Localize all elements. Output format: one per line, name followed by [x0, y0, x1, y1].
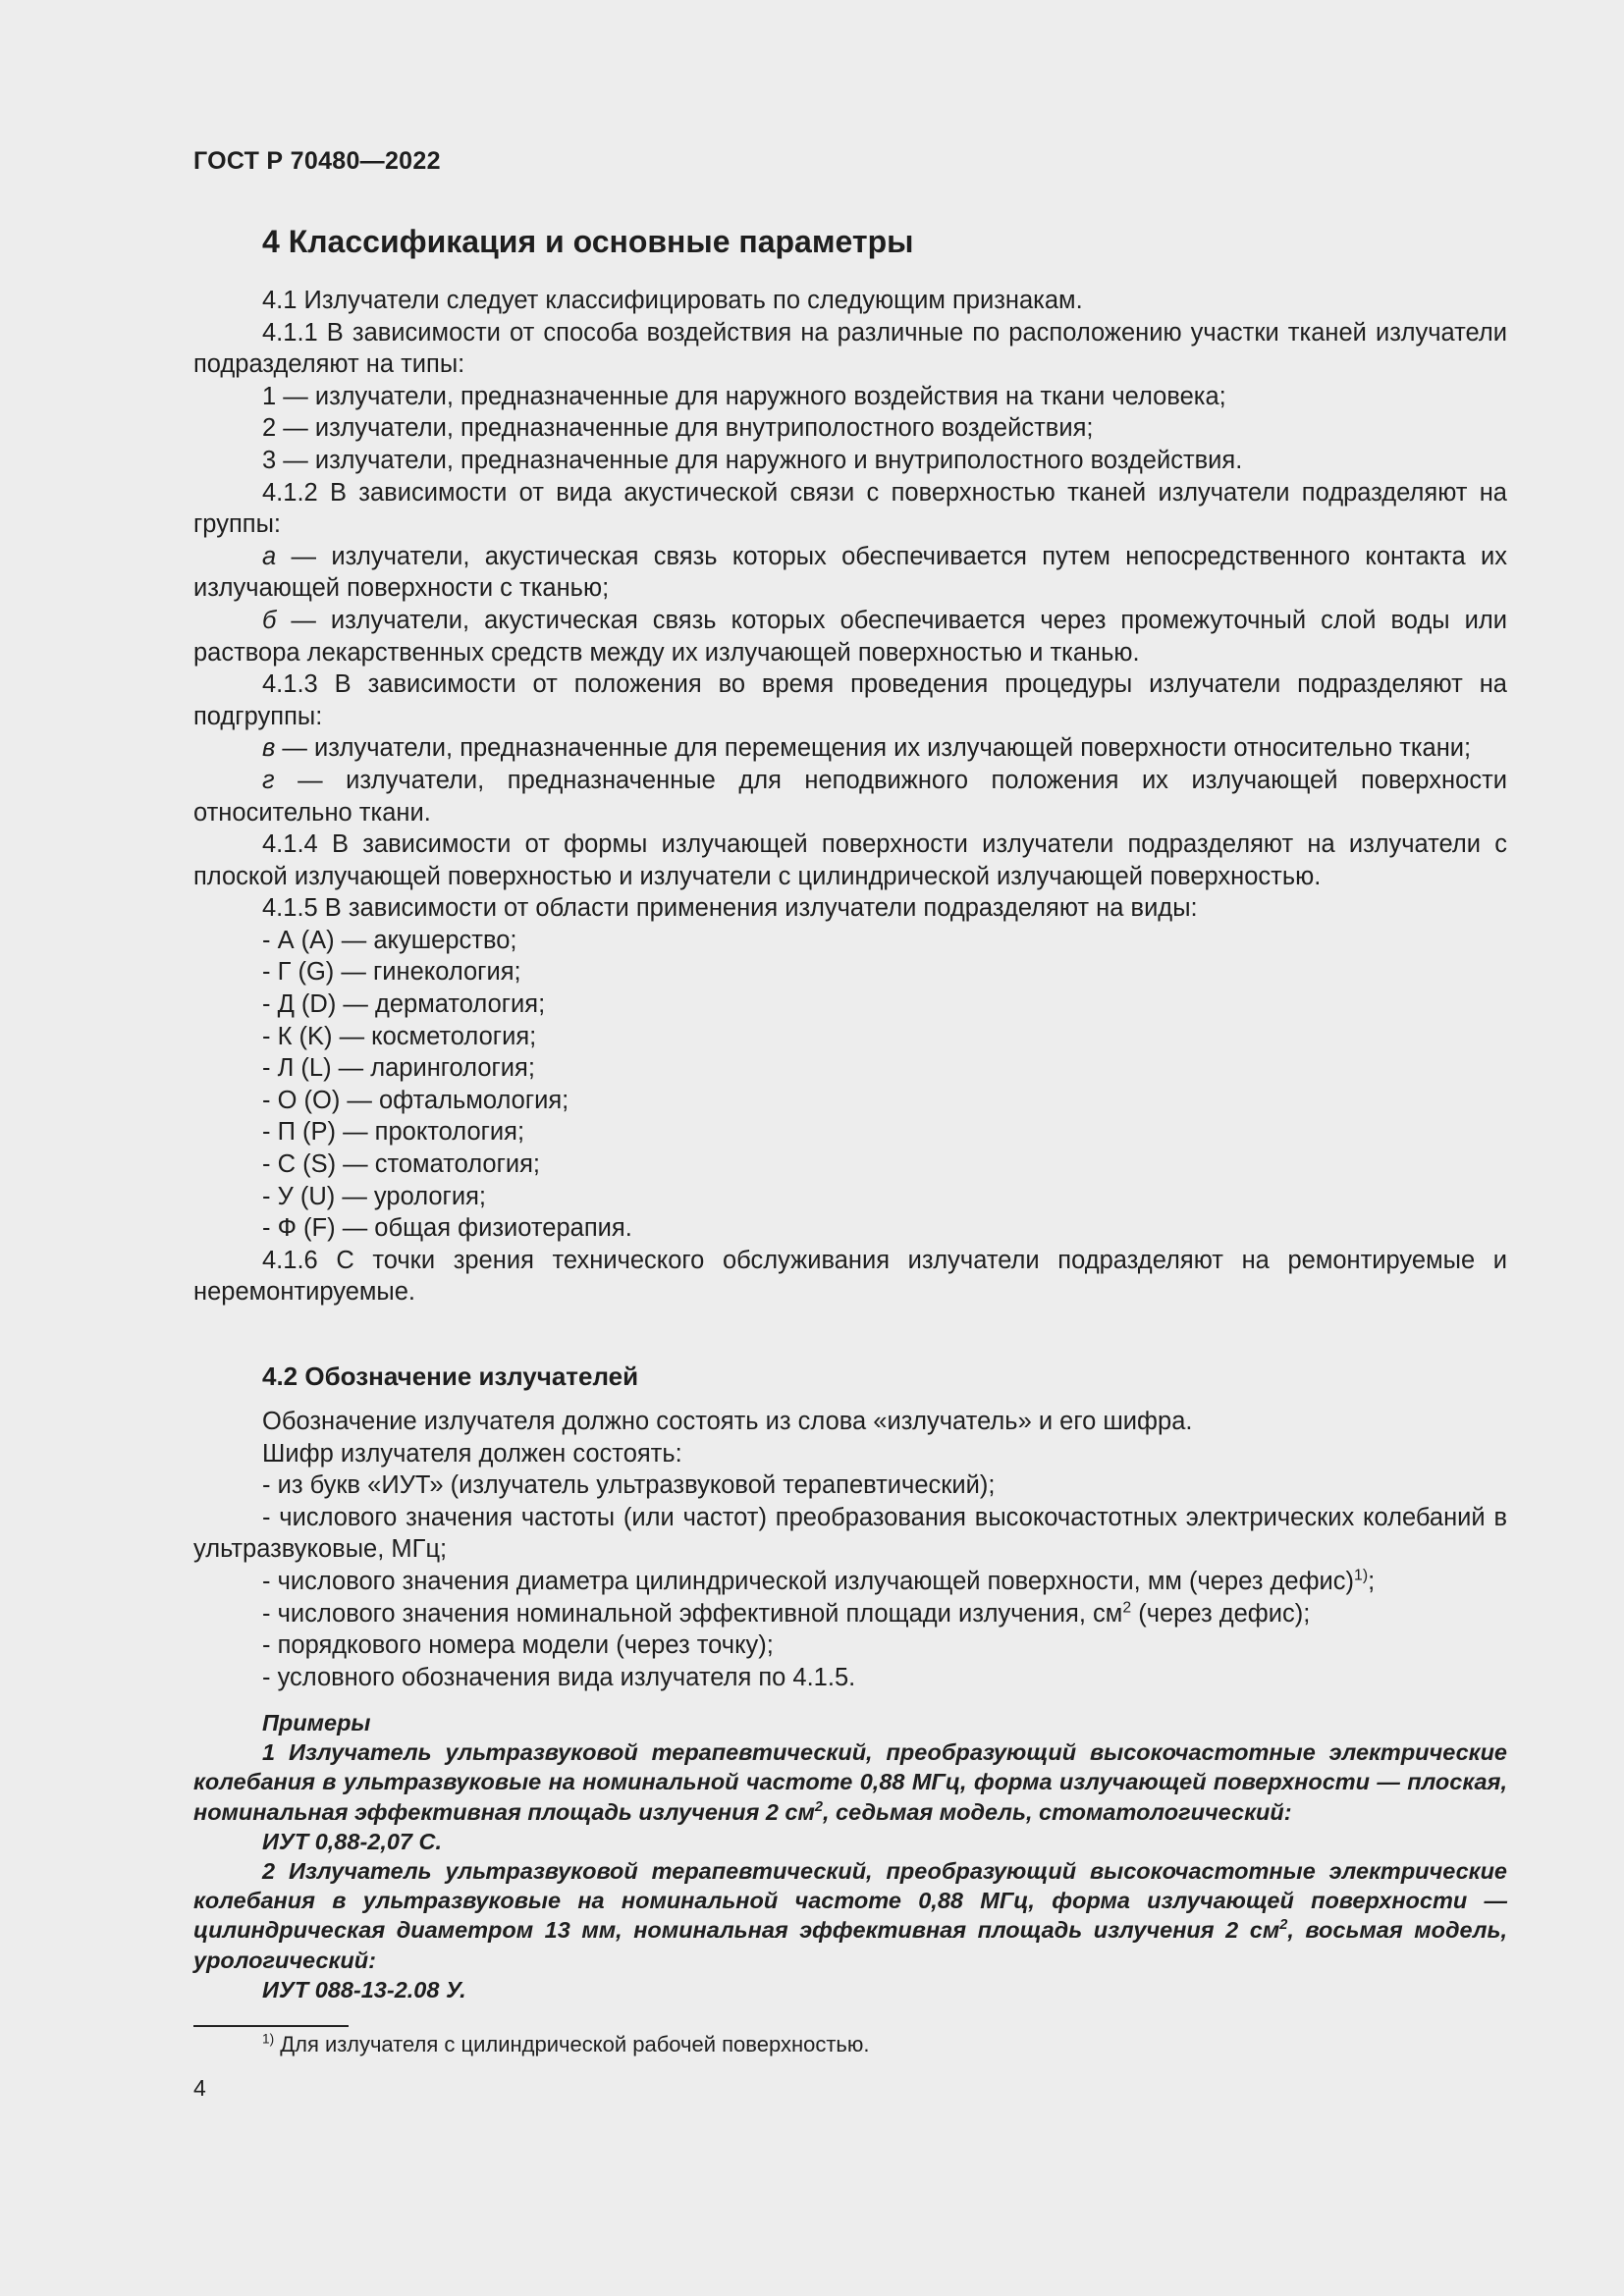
cipher-item-text: (через дефис); [1131, 1599, 1311, 1628]
cipher-item: - порядкового номера модели (через точку); [262, 1631, 774, 1660]
subgroup-item [193, 732, 1507, 765]
kind-item: - Г (G) — гинекология; [262, 958, 521, 987]
example-text: , восьмая модель, урологический: [193, 1917, 1507, 1973]
paragraph-4-1: 4.1 Излучатели следует классифицировать по следующим признакам. [262, 287, 1083, 314]
example-1-code: ИУТ 0,88-2,07 С. [262, 1828, 443, 1854]
subgroup-text: — излучатели, предназначенные для перемещения их излучающей поверхности относительно ткани; [275, 734, 1472, 763]
kind-item: - К (K) — косметология; [262, 1022, 537, 1050]
group-item [193, 605, 1507, 668]
kind-item: - О (O) — офтальмология; [262, 1086, 569, 1114]
page-number: 4 [193, 2075, 206, 2101]
group-text: — излучатели, акустическая связь которых обеспечивается через промежуточный слой воды или раствора лекарственных средств между их излучающей поверхностью и тканью. [193, 606, 1507, 667]
superscript: 2 [1122, 1599, 1132, 1617]
cipher-item-text: ; [1368, 1567, 1376, 1595]
example-2 [193, 1856, 1507, 1975]
subsection-body [193, 1406, 1507, 1693]
cipher-item: - из букв «ИУТ» (излучатель ультразвуковой терапевтический); [262, 1471, 996, 1500]
footnote [262, 2030, 870, 2059]
type-item: 3 — излучатели, предназначенные для наружного и внутриполостного воздействия. [262, 446, 1243, 474]
kind-item: - А (A) — акушерство; [262, 926, 517, 954]
section-title: 4 Классификация и основные параметры [262, 224, 914, 259]
example-text: 1 Излучатель ультразвуковой терапевтический, преобразующий высокочастотные электрические колебания в ультразвуковые на номинальной частоте 0,88 МГц, форма излучающей поверхности — плоская, номинальная эффективная площадь излучения 2 см [193, 1739, 1507, 1825]
subsection-title: 4.2 Обозначение излучателей [262, 1362, 639, 1391]
cipher-paragraph: Шифр излучателя должен состоять: [262, 1439, 682, 1468]
subgroup-text: — излучатели, предназначенные для неподвижного положения их излучающей поверхности относительно ткани. [193, 766, 1507, 827]
example-1 [193, 1737, 1507, 1827]
cipher-item: - числового значения частоты (или частот) преобразования высокочастотных электрических колебаний в ультразвуковые, МГц; [193, 1503, 1507, 1564]
paragraph-4-1-6: 4.1.6 С точки зрения технического обслуживания излучатели подразделяют на ремонтируемые и неремонтируемые. [193, 1246, 1507, 1307]
kind-item: - Д (D) — дерматология; [262, 990, 546, 1019]
examples-block [193, 1708, 1507, 2004]
kind-item: - Ф (F) — общая физиотерапия. [262, 1214, 632, 1243]
kind-item: - Л (L) — ларингология; [262, 1054, 535, 1083]
superscript: 2 [814, 1798, 823, 1815]
footnote-marker: 1) [262, 2031, 275, 2047]
type-item: 1 — излучатели, предназначенные для наружного воздействия на ткани человека; [262, 382, 1226, 410]
cipher-item-text: - числового значения номинальной эффективной площади излучения, см [262, 1599, 1123, 1628]
kind-item: - У (U) — урология; [262, 1182, 486, 1210]
kind-item: - С (S) — стоматология; [262, 1150, 541, 1179]
examples-heading: Примеры [262, 1710, 371, 1735]
cipher-item [193, 1598, 1507, 1630]
subgroup-letter: в [262, 734, 276, 763]
paragraph-4-1-3: 4.1.3 В зависимости от положения во время проведения процедуры излучатели подразделяют на подгруппы: [193, 670, 1507, 730]
group-item [193, 541, 1507, 605]
cipher-item: - условного обозначения вида излучателя по 4.1.5. [262, 1663, 856, 1691]
subgroup-letter: г [262, 766, 275, 794]
kind-item: - П (P) — проктология; [262, 1118, 525, 1147]
paragraph-4-1-2: 4.1.2 В зависимости от вида акустической связи с поверхностью тканей излучатели подразделяют на группы: [193, 478, 1507, 539]
subgroup-item [193, 765, 1507, 828]
group-text: — излучатели, акустическая связь которых обеспечивается путем непосредственного контакта их излучающей поверхности с тканью; [193, 542, 1507, 603]
footnote-text: Для излучателя с цилиндрической рабочей поверхностью. [274, 2032, 870, 2056]
group-letter: а [262, 542, 277, 570]
footnote-ref: 1) [1354, 1567, 1369, 1584]
document-code: ГОСТ Р 70480—2022 [193, 147, 441, 175]
cipher-item-text: - числового значения диаметра цилиндрической излучающей поверхности, мм (через дефис) [262, 1567, 1355, 1595]
paragraph-4-1-5: 4.1.5 В зависимости от области применения излучатели подразделяют на виды: [262, 894, 1198, 923]
paragraph-4-1-4: 4.1.4 В зависимости от формы излучающей поверхности излучатели подразделяют на излучатели с плоской излучающей поверхностью и излучатели с цилиндрической излучающей поверхностью. [193, 830, 1507, 890]
group-letter: б [262, 606, 277, 634]
type-item: 2 — излучатели, предназначенные для внутриполостного воздействия; [262, 414, 1094, 443]
section-body [193, 285, 1507, 1308]
example-2-code: ИУТ 088-13-2.08 У. [262, 1976, 466, 2002]
superscript: 2 [1279, 1917, 1288, 1934]
cipher-item [193, 1566, 1507, 1598]
example-text: , седьмая модель, стоматологический: [822, 1798, 1292, 1825]
footnote-divider [193, 2025, 349, 2027]
paragraph-4-1-1: 4.1.1 В зависимости от способа воздействия на различные по расположению участки тканей излучатели подразделяют на типы: [193, 318, 1507, 379]
designation-paragraph: Обозначение излучателя должно состоять из слова «излучатель» и его шифра. [262, 1408, 1193, 1435]
example-text: 2 Излучатель ультразвуковой терапевтический, преобразующий высокочастотные электрические колебания в ультразвуковые на номинальной частоте 0,88 МГц, форма излучающей поверхности — цилиндрическая диаметром 13 мм, номинальная эффективная площадь излучения 2 см [193, 1858, 1507, 1944]
